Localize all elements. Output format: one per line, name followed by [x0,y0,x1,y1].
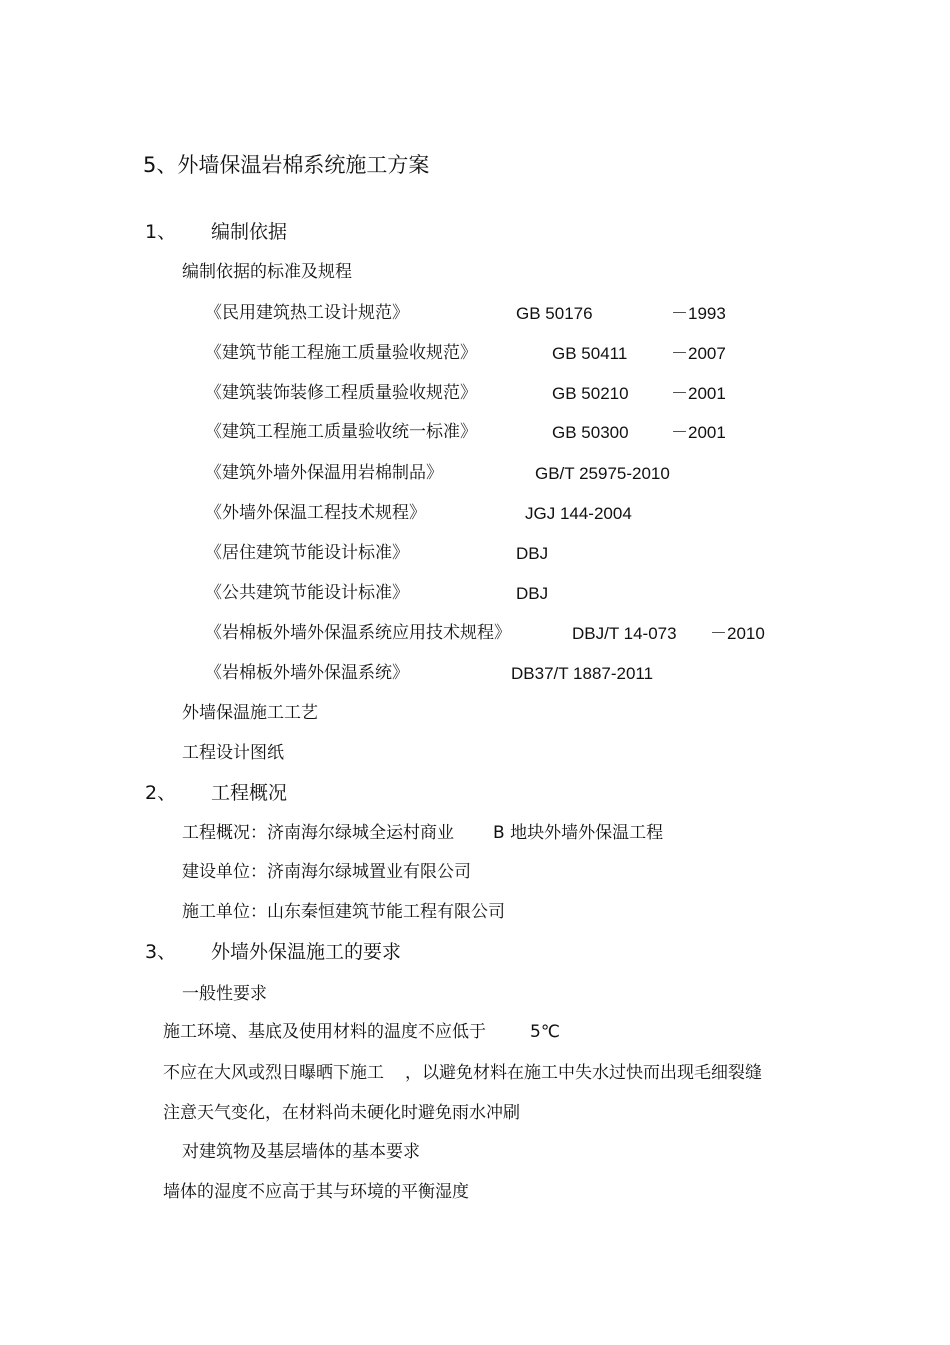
standard-name: 《岩棉板外墙外保温系统应用技术规程》 [205,623,511,643]
standard-code: DBJ [516,584,549,603]
requirement-item: 施工环境、基底及使用材料的温度不应低于 [163,1022,486,1042]
project-overview: 工程概况：济南海尔绿城全运村商业 [182,823,454,843]
section-2-heading: 工程概况 [211,782,288,804]
standard-name: 《公共建筑节能设计标准》 [205,583,409,603]
requirement-temperature: 5℃ [530,1022,560,1042]
requirement-item: 注意天气变化，在材料尚未硬化时避免雨水冲刷 [163,1103,520,1123]
requirement-item-continued: ，以避免材料在施工中失水过快而出现毛细裂缝 [405,1063,762,1083]
section-2-number: 2、 [145,782,177,804]
section-1-number: 1、 [145,221,177,243]
standard-year: －2010 [710,624,765,643]
basis-item: 外墙保温施工工艺 [182,703,318,723]
standard-year: －2007 [671,344,726,363]
standard-name: 《岩棉板外墙外保温系统》 [205,663,409,683]
builder-unit: 建设单位：济南海尔绿城置业有限公司 [182,862,471,882]
standard-code: JGJ 144-2004 [525,504,632,523]
standard-year: －1993 [671,304,726,323]
standard-name: 《建筑工程施工质量验收统一标准》 [205,422,477,442]
contractor-unit: 施工单位：山东秦恒建筑节能工程有限公司 [182,902,505,922]
standard-year: －2001 [671,384,726,403]
standard-code: GB/T 25975-2010 [535,464,670,483]
standard-code: GB 50176 [516,304,593,323]
standard-code: GB 50411 [552,344,628,363]
standard-code: DBJ/T 14-073 [572,624,677,643]
basis-item: 工程设计图纸 [182,743,284,763]
standard-name: 《建筑外墙外保温用岩棉制品》 [205,463,443,483]
standard-code: GB 50210 [552,384,629,403]
standard-year: －2001 [671,423,726,442]
page-title: 5、外墙保温岩棉系统施工方案 [143,153,430,177]
standard-name: 《建筑装饰装修工程质量验收规范》 [205,383,477,403]
standard-name: 《民用建筑热工设计规范》 [205,303,409,323]
standard-name: 《居住建筑节能设计标准》 [205,543,409,563]
standard-name: 《建筑节能工程施工质量验收规范》 [205,343,477,363]
requirement-item: 不应在大风或烈日曝晒下施工 [163,1063,384,1083]
project-overview-plot: B 地块外墙外保温工程 [493,823,664,843]
section-3-heading: 外墙外保温施工的要求 [211,941,402,963]
section-1-subheading: 编制依据的标准及规程 [182,262,352,282]
section-1-heading: 编制依据 [211,221,288,243]
standard-name: 《外墙外保温工程技术规程》 [205,503,426,523]
basic-requirements-heading: 对建筑物及基层墙体的基本要求 [182,1142,420,1162]
section-3-number: 3、 [145,941,177,963]
requirement-item: 墙体的湿度不应高于其与环境的平衡湿度 [163,1182,469,1202]
standard-code: GB 50300 [552,423,629,442]
standard-code: DBJ [516,544,549,563]
standard-code: DB37/T 1887-2011 [511,664,654,683]
general-requirements-heading: 一般性要求 [182,984,267,1004]
